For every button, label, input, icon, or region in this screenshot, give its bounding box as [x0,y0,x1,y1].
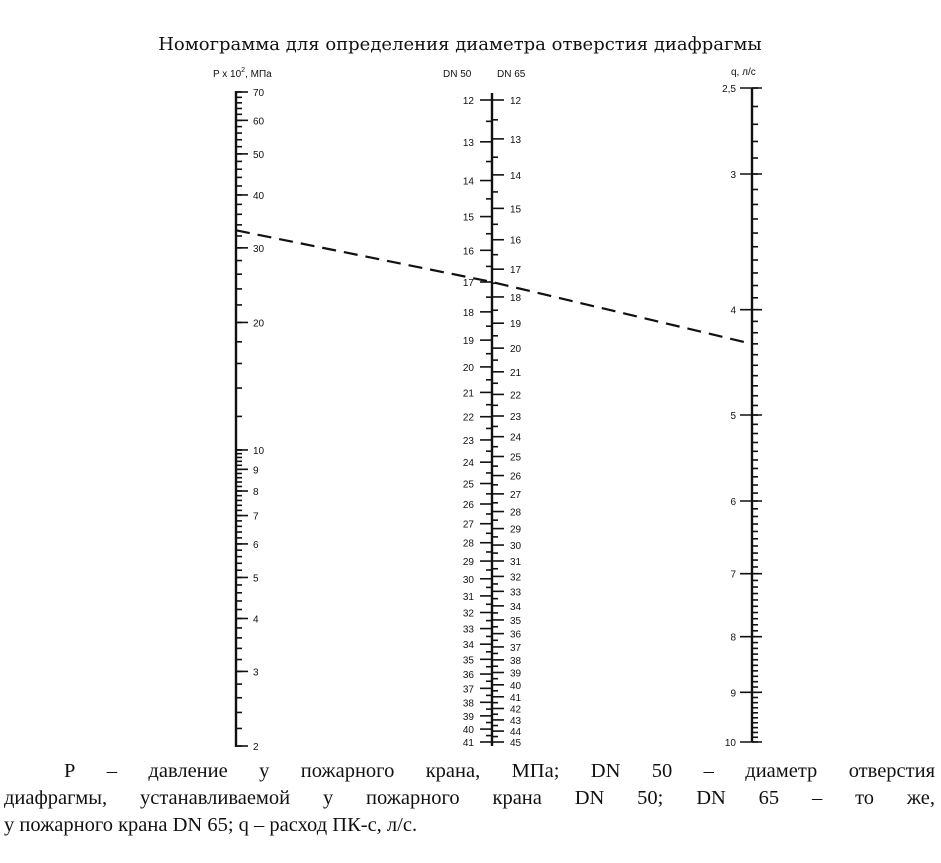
dn65-tick-label: 34 [510,601,522,613]
dn50-tick-label: 33 [462,624,474,636]
p-tick-label: 7 [253,511,259,523]
dn50-tick-label: 41 [462,738,474,749]
q-tick-label: 8 [730,632,736,644]
dn65-tick-label: 33 [510,587,522,599]
dn65-axis-ticks [492,96,522,749]
p-tick-label: 10 [253,445,265,457]
dn65-tick-label: 25 [510,452,522,464]
dn50-tick-label: 24 [462,458,474,470]
dn50-axis-ticks [463,96,492,749]
dn65-tick-label: 31 [510,556,522,568]
dn65-tick-label: 14 [510,170,522,182]
dn65-tick-label: 43 [510,715,522,727]
p-tick-label: 2 [253,742,259,753]
q-tick-label: 9 [730,688,736,700]
dn50-tick-label: 30 [462,574,474,586]
dn65-tick-label: 17 [510,265,522,277]
dn65-tick-label: 13 [510,134,522,146]
q-axis-label: q, л/с [731,67,756,78]
dn65-tick-label: 36 [510,629,522,641]
dn65-tick-label: 22 [510,390,522,402]
legend-caption [4,758,935,839]
dn65-tick-label: 24 [510,432,522,444]
p-axis-label [213,67,272,80]
dn65-axis-label: DN 65 [497,69,526,80]
q-tick-label: 6 [730,497,736,509]
dn65-tick-label: 45 [510,738,522,749]
dn50-tick-label: 14 [462,176,474,188]
example-isopleth-dashed-line [236,230,752,344]
dn50-tick-label: 35 [462,655,474,667]
p-tick-label: 4 [253,614,259,626]
dn50-tick-label: 31 [462,591,474,603]
dn65-tick-label: 15 [510,204,522,216]
dn50-tick-label: 28 [462,538,474,550]
dn65-tick-label: 29 [510,524,522,536]
p-tick-label: 20 [253,318,265,330]
dn65-tick-label: 21 [510,367,522,379]
dn65-tick-label: 27 [510,489,522,501]
dn50-tick-label: 16 [462,246,474,258]
dn50-tick-label: 21 [462,388,474,400]
p-tick-label: 60 [253,116,265,128]
dn50-tick-label: 20 [462,362,474,374]
dn65-tick-label: 38 [510,655,522,667]
q-tick-label: 3 [730,170,736,182]
dn50-tick-label: 27 [462,519,474,531]
dn50-tick-label: 36 [462,670,474,682]
dn50-tick-label: 26 [462,500,474,512]
caption-line-1: Р – давление у пожарного крана, МПа; DN 50 – диаметр отверстия [64,760,935,782]
dn65-tick-label: 18 [510,292,522,304]
dn65-tick-label: 26 [510,471,522,483]
dn65-tick-label: 20 [510,344,522,356]
caption-line-3: у пожарного крана DN 65; q – расход ПК-с, л/с. [4,814,418,836]
dn50-tick-label: 17 [462,277,474,289]
p-tick-label: 9 [253,465,259,477]
p-axis-label-unit: , МПа [245,69,272,80]
dn50-tick-label: 22 [462,412,474,424]
p-axis-label-sup: 2 [241,67,246,74]
dn50-tick-label: 15 [462,212,474,224]
dn65-tick-label: 28 [510,507,522,519]
q-axis-ticks [722,84,762,749]
q-tick-label: 4 [730,305,736,317]
dn65-tick-label: 16 [510,235,522,247]
p-tick-label: 40 [253,190,265,202]
dn65-tick-label: 35 [510,615,522,627]
dn65-tick-label: 12 [510,96,522,107]
dn50-tick-label: 19 [462,336,474,348]
dn50-tick-label: 29 [462,557,474,569]
dn65-tick-label: 19 [510,319,522,331]
dn65-tick-label: 32 [510,572,522,584]
p-axis-label-main: P x 10 [213,69,242,80]
nomogram-title: Номограмма для определения диаметра отверстия диафрагмы [158,34,762,55]
dn50-tick-label: 34 [462,640,474,652]
dn50-tick-label: 39 [462,711,474,723]
dn50-tick-label: 37 [462,684,474,696]
p-tick-label: 3 [253,667,259,679]
p-tick-label: 50 [253,149,265,161]
dn50-tick-label: 13 [462,137,474,149]
dn50-tick-label: 23 [462,435,474,447]
p-axis-ticks [236,88,265,753]
dn50-tick-label: 40 [462,725,474,737]
dn50-axis-label: DN 50 [443,69,472,80]
dn50-tick-label: 25 [462,479,474,491]
dn50-tick-label: 18 [462,307,474,319]
p-tick-label: 30 [253,243,265,255]
dn50-tick-label: 38 [462,698,474,710]
q-tick-label: 10 [724,738,736,749]
p-tick-label: 8 [253,486,259,498]
p-tick-label: 6 [253,539,259,551]
dn65-tick-label: 41 [510,692,522,704]
p-tick-label: 70 [253,88,265,99]
caption-line-2: диафрагмы, устанавливаемой у пожарного крана DN 50; DN 65 – то же, [4,787,935,809]
dn65-tick-label: 23 [510,412,522,424]
q-tick-label: 5 [730,411,736,422]
dn65-tick-label: 42 [510,704,522,716]
dn50-tick-label: 12 [462,96,474,107]
p-tick-label: 5 [253,573,259,585]
q-tick-label: 7 [730,569,736,581]
dn65-tick-label: 30 [510,541,522,553]
dn50-tick-label: 32 [462,608,474,620]
dn65-tick-label: 40 [510,680,522,692]
q-tick-label: 2,5 [722,84,736,95]
dn65-tick-label: 37 [510,642,522,654]
dn65-tick-label: 44 [510,727,522,739]
dn65-tick-label: 39 [510,668,522,680]
